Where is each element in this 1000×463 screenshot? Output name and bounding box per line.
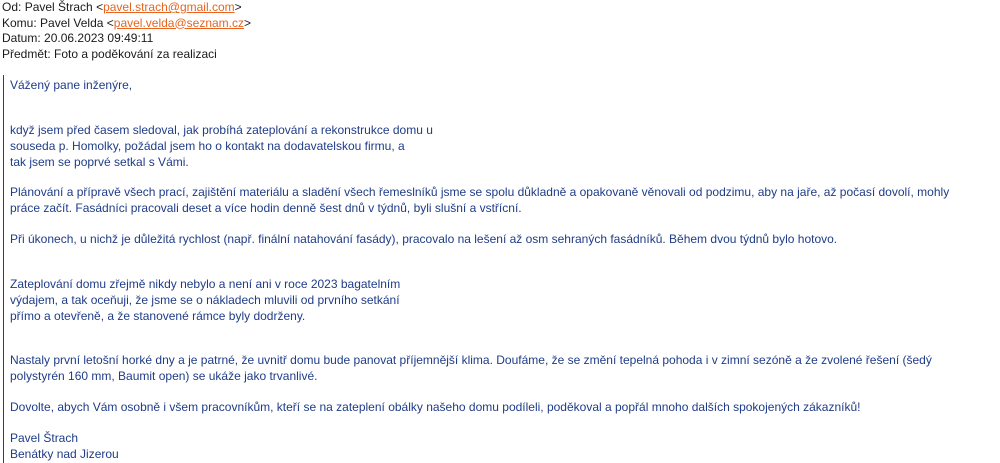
- signature: [10, 430, 980, 462]
- paragraph-6: Dovolte, abych Vám osobně i všem pracovníkům, kteří se na zateplení obálky našeho domu podíleli, poděkoval a popřál mnoho dalších spokojených zákazníků!: [10, 400, 861, 414]
- from-name: Pavel Štrach: [24, 0, 93, 14]
- to-name: Pavel Velda: [40, 15, 104, 30]
- date-row: [2, 31, 251, 47]
- to-label: Komu:: [2, 15, 37, 30]
- paragraph-4-line: výdajem, a tak oceňuji, že jsme se o nákladech mluvili od prvního setkání: [10, 293, 400, 307]
- paragraph-5: Nastaly první letošní horké dny a je patrné, že uvnitř domu bude panovat příjemnější klima. Doufáme, že se změní tepelná pohoda i v zimní sezóně a že zvolené řešení (šedý polystyrén 160 mm, Baumit open) se ukáže jako trvanlivé.: [10, 353, 932, 383]
- quoted-message: [3, 75, 994, 463]
- from-label: Od:: [2, 0, 22, 14]
- signature-place: Benátky nad Jizerou: [10, 447, 119, 461]
- signature-name: Pavel Štrach: [10, 431, 79, 445]
- date-label: Datum:: [2, 31, 41, 45]
- date-value: 20.06.2023 09:49:11: [44, 31, 154, 45]
- to-email-link[interactable]: pavel.velda@seznam.cz: [113, 15, 245, 30]
- paragraph-4: [10, 276, 980, 324]
- paragraph-1-line: tak jsem se poprvé setkal s Vámi.: [10, 155, 189, 169]
- paragraph-1-line: když jsem před časem sledoval, jak probíhá zateplování a rekonstrukce domu u: [10, 123, 433, 137]
- from-row: Od: Pavel Štrach <pavel.strach@gmail.com>: [2, 0, 242, 14]
- to-row: Komu: Pavel Velda <pavel.velda@seznam.cz>: [2, 15, 252, 30]
- subject-value: Foto a poděkování za realizaci: [54, 46, 217, 61]
- paragraph-2: Plánování a přípravě všech prací, zajištění materiálu a sladění všech řemeslníků jsme se spolu důkladně a opakovaně věnovali od podzimu, aby na jaře, až počasí dovolí, mohly práce začít. Fasádníci pracovali deset a více hodin denně šest dnů v týdnů, byli slušní a vstřícní.: [10, 185, 950, 215]
- greeting: Vážený pane inženýre,: [10, 78, 133, 92]
- paragraph-1-line: souseda p. Homolky, požádal jsem ho o kontakt na dodavatelskou firmu, a: [10, 139, 405, 153]
- email-header: [2, 0, 251, 62]
- paragraph-3: Při úkonech, u nichž je důležitá rychlost (např. finální natahování fasády), pracovalo na lešení až osm sehraných fasádníků. Během dvou týdnů bylo hotovo.: [10, 232, 838, 246]
- paragraph-1: [10, 122, 980, 170]
- paragraph-4-line: Zateplování domu zřejmě nikdy nebylo a není ani v roce 2023 bagatelním: [10, 277, 401, 291]
- subject-row: [2, 47, 251, 63]
- paragraph-4-line: přímo a otevřeně, a že stanovené rámce byly dodrženy.: [10, 309, 306, 323]
- subject-label: Předmět:: [2, 46, 51, 61]
- from-email-link[interactable]: pavel.strach@gmail.com: [103, 0, 235, 14]
